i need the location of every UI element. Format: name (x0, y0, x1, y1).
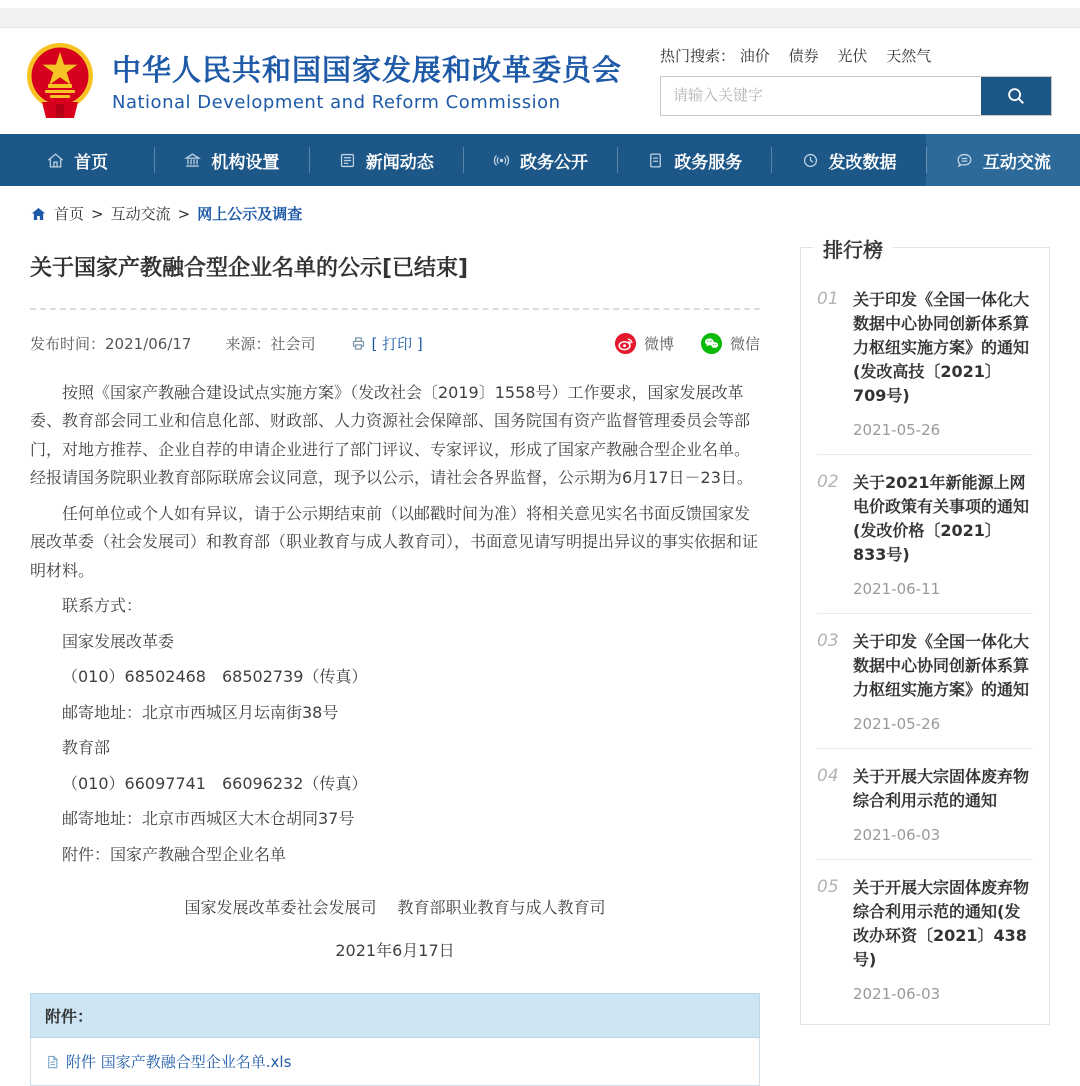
rank-item (817, 272, 1033, 455)
weibo-icon (614, 332, 637, 355)
paragraph: 附件：国家产教融合型企业名单 (62, 844, 287, 864)
attachment-link[interactable]: 附件 国家产教融合型企业名单.xls (66, 1053, 292, 1072)
nav-label-interaction: 互动交流 (982, 152, 1051, 173)
ranking-title: 排行榜 (813, 234, 893, 263)
rank-link[interactable]: 关于2021年新能源上网电价政策有关事项的通知(发改价格〔2021〕833号) (853, 473, 1030, 564)
source-label: 来源： (225, 335, 271, 353)
breadcrumb-separator: > (91, 204, 104, 223)
national-emblem-logo (22, 40, 98, 120)
clock-icon (801, 151, 820, 170)
rank-number: 03 (817, 631, 839, 651)
paragraph: 邮寄地址：北京市西城区大木仓胡同37号 (62, 809, 355, 829)
nav-item-services[interactable] (617, 134, 771, 186)
hot-search-term-oil[interactable]: 油价 (739, 46, 770, 65)
article-body (30, 379, 760, 869)
hot-search-term-bonds[interactable]: 债券 (788, 46, 819, 65)
broadcast-icon (492, 151, 511, 170)
share-wechat-button[interactable] (700, 332, 760, 355)
nav-label-home: 首页 (74, 152, 109, 173)
search-icon (1005, 85, 1027, 107)
ranking-box (800, 238, 1050, 1025)
site-header (0, 28, 1080, 134)
share-wechat-label: 微信 (729, 335, 760, 353)
nav-item-news[interactable] (309, 134, 463, 186)
search-button[interactable] (981, 77, 1051, 115)
signature-moe: 教育部职业教育与成人教育司 (397, 898, 606, 918)
rank-item (817, 614, 1033, 749)
nav-item-interaction[interactable] (926, 134, 1080, 186)
rank-number: 05 (817, 877, 839, 897)
document-icon (646, 151, 665, 170)
rank-date: 2021-05-26 (853, 715, 941, 733)
wechat-icon (700, 332, 723, 355)
article-source (225, 333, 315, 354)
nav-item-data[interactable] (771, 134, 925, 186)
rank-number: 02 (817, 472, 839, 492)
breadcrumb-current[interactable]: 网上公示及调查 (197, 205, 303, 223)
rank-link[interactable]: 关于印发《全国一体化大数据中心协同创新体系算力枢纽实施方案》的通知(发改高技〔2021〕709号) (853, 290, 1030, 405)
share-weibo-label: 微博 (643, 335, 674, 353)
publish-value: 2021/06/17 (105, 334, 192, 353)
paragraph: 邮寄地址：北京市西城区月坛南街38号 (62, 702, 339, 722)
attachment-section (30, 993, 760, 1086)
nav-label-data: 发改数据 (828, 152, 897, 173)
hot-search-label: 热门搜索： (660, 46, 736, 65)
search-input[interactable] (661, 77, 981, 115)
article-title: 关于国家产教融合型企业名单的公示[已结束] (30, 256, 469, 281)
rank-date: 2021-06-03 (853, 985, 941, 1003)
rank-link[interactable]: 关于开展大宗固体废弃物综合利用示范的通知(发改办环资〔2021〕438号) (853, 878, 1030, 969)
paragraph: 教育部 (62, 738, 111, 758)
rank-number: 01 (817, 289, 839, 309)
printer-icon (350, 335, 367, 352)
nav-item-disclosure[interactable] (463, 134, 617, 186)
nav-label-institutions: 机构设置 (211, 152, 280, 173)
nav-label-services: 政务服务 (674, 152, 743, 173)
paragraph: 按照《国家产教融合建设试点实施方案》（发改社会〔2019〕1558号）工作要求，国家发展改革委、教育部会同工业和信息化部、财政部、人力资源社会保障部、国务院国有资产监督管理委员会等部门，对地方推荐、企业自荐的申请企业进行了部门评议、专家评议，形成了国家产教融合型企业名单。经报请国务院职业教育部际联席会议同意，现予以公示，请社会各界监督，公示期为6月17日－23日。 (30, 383, 753, 488)
search-bar (660, 76, 1052, 116)
signature-line (30, 895, 760, 918)
paragraph: 任何单位或个人如有异议，请于公示期结束前（以邮戳时间为准）将相关意见实名书面反馈国家发展改革委（社会发展司）和教育部（职业教育与成人教育司），书面意见请写明提出异议的事实依据和证明材料。 (30, 503, 759, 580)
paragraph: （010）66097741 66096232（传真） (62, 773, 368, 793)
site-title-en: National Development and Reform Commission (112, 91, 561, 113)
attachment-header: 附件： (30, 993, 760, 1038)
paragraph: 联系方式： (62, 596, 143, 616)
hot-search-term-gas[interactable]: 天然气 (886, 46, 932, 65)
publish-label: 发布时间： (30, 335, 106, 353)
rank-item (817, 860, 1033, 1018)
nav-label-disclosure: 政务公开 (519, 152, 588, 173)
breadcrumb-home-icon (30, 206, 47, 222)
institution-icon (183, 151, 202, 170)
article-column (30, 237, 760, 1086)
paragraph: 国家发展改革委 (62, 631, 175, 651)
signature-ndrc: 国家发展改革委社会发展司 (184, 898, 377, 918)
file-icon (45, 1054, 60, 1070)
rank-date: 2021-05-26 (853, 421, 941, 439)
rank-link[interactable]: 关于印发《全国一体化大数据中心协同创新体系算力枢纽实施方案》的通知 (853, 632, 1030, 699)
attachment-row (30, 1038, 760, 1086)
print-label: [ 打印 ] (371, 335, 423, 353)
chat-icon (955, 151, 974, 170)
breadcrumb-interaction[interactable]: 互动交流 (110, 205, 171, 223)
site-title-cn: 中华人民共和国国家发展和改革委员会 (112, 52, 623, 87)
sidebar (800, 238, 1050, 1025)
signature-date: 2021年6月17日 (335, 941, 455, 961)
rank-item (817, 749, 1033, 860)
breadcrumb-home[interactable]: 首页 (54, 205, 85, 223)
site-title-block (112, 48, 622, 113)
share-weibo-button[interactable] (614, 332, 674, 355)
nav-label-news: 新闻动态 (365, 152, 434, 173)
hot-search (660, 45, 1052, 66)
rank-number: 04 (817, 766, 839, 786)
breadcrumb-separator: > (177, 204, 191, 223)
nav-item-home[interactable] (0, 134, 154, 186)
source-value: 社会司 (270, 335, 316, 353)
main-nav (0, 134, 1080, 186)
hot-search-term-pv[interactable]: 光伏 (837, 46, 868, 65)
home-icon (46, 151, 65, 170)
breadcrumb (0, 186, 1080, 237)
paragraph: （010）68502468 68502739（传真） (62, 667, 368, 687)
rank-item (817, 455, 1033, 614)
article-meta (30, 310, 760, 379)
rank-link[interactable]: 关于开展大宗固体废弃物综合利用示范的通知 (853, 767, 1030, 810)
rank-date: 2021-06-11 (853, 580, 941, 598)
news-icon (338, 151, 357, 170)
rank-date: 2021-06-03 (853, 826, 941, 844)
nav-item-institutions[interactable] (154, 134, 308, 186)
publish-time (30, 333, 191, 354)
print-button[interactable] (350, 333, 423, 354)
top-strip (0, 8, 1080, 28)
